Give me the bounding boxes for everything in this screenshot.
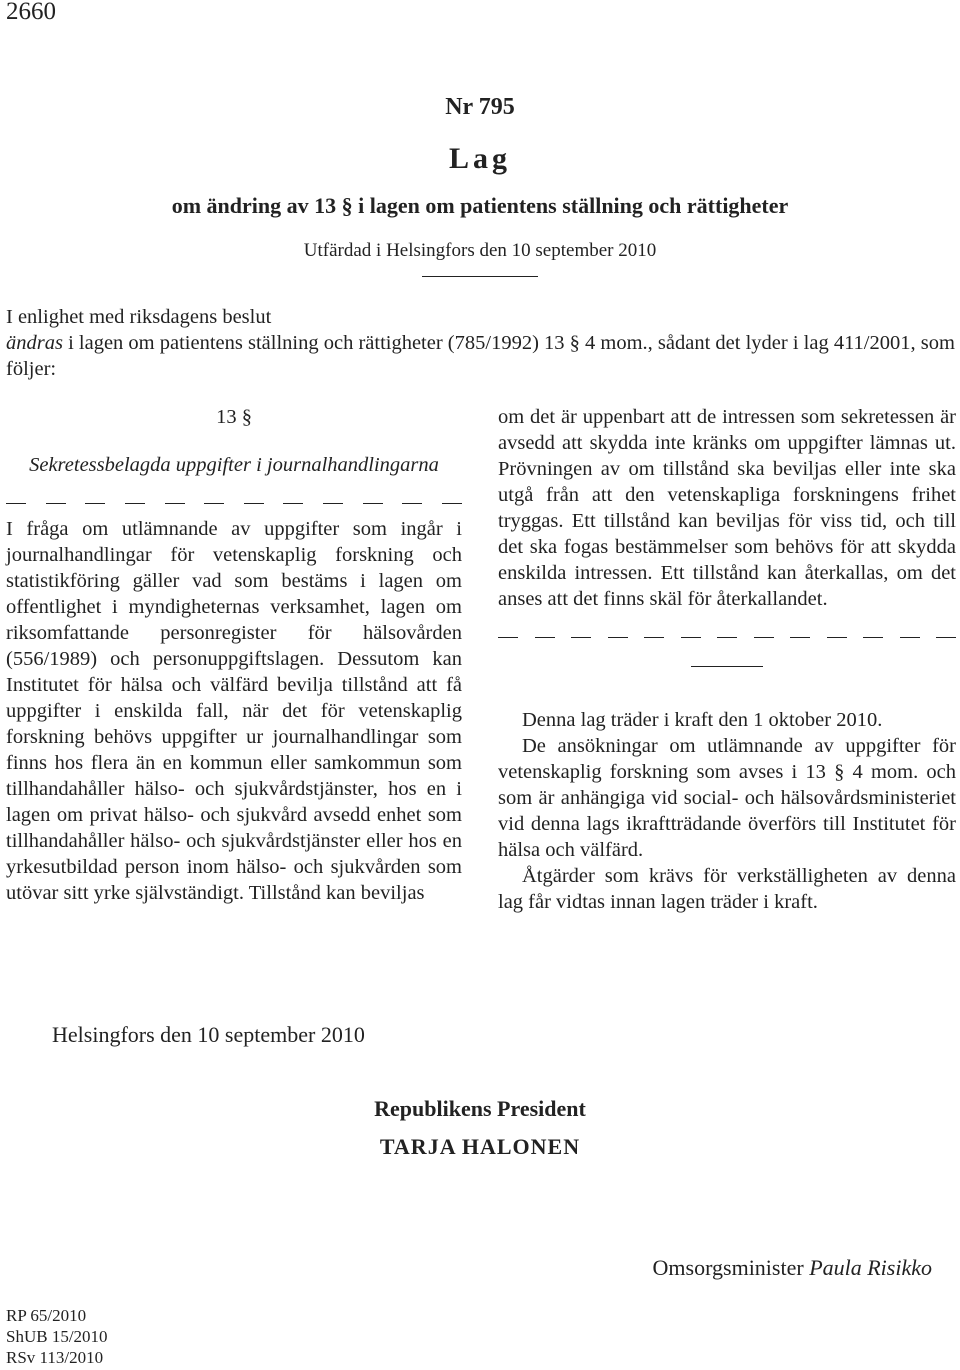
- minister-title: Omsorgsminister: [652, 1255, 804, 1280]
- dash: [165, 503, 185, 504]
- enactment-line2: [6, 330, 956, 382]
- dash: [323, 503, 343, 504]
- dash: [644, 637, 664, 638]
- dash: [717, 637, 737, 638]
- act-title: Lag: [448, 142, 511, 175]
- dash: [863, 637, 883, 638]
- dash: [244, 503, 264, 504]
- act-number-text: Nr 795: [445, 94, 515, 120]
- dash: [754, 637, 774, 638]
- issued-date: Utfärdad i Helsingfors den 10 september 2010: [303, 240, 657, 261]
- president-title: Republikens President: [374, 1096, 586, 1121]
- dash: [402, 503, 422, 504]
- implementation-provision: Åtgärder som krävs för verkställigheten av denna lag får vidtas innan lagen träder i kraft.: [498, 865, 956, 913]
- dash: [608, 637, 628, 638]
- dash: [535, 637, 555, 638]
- omission-dashes: [6, 490, 462, 516]
- minister-signature: [653, 1255, 932, 1281]
- dash: [442, 503, 462, 504]
- dash: [283, 503, 303, 504]
- enactment-line1: I enlighet med riksdagens beslut: [6, 306, 272, 328]
- divider: [422, 276, 538, 277]
- enactment-line2-text: i lagen om patientens ställning och rättigheter (785/1992) 13 § 4 mom., sådant det lyder i lag 411/2001, som följer:: [6, 332, 955, 380]
- dash: [827, 637, 847, 638]
- entry-into-force: Denna lag träder i kraft den 1 oktober 2010.: [522, 709, 883, 731]
- references: [6, 1305, 108, 1368]
- dash: [85, 503, 105, 504]
- dash: [498, 637, 518, 638]
- page-number: 2660: [6, 0, 56, 25]
- act-number: [0, 94, 960, 121]
- place-date: Helsingfors den 10 september 2010: [52, 1022, 365, 1047]
- act-subtitle: om ändring av 13 § i lagen om patientens ställning och rättigheter: [171, 193, 789, 218]
- dash: [46, 503, 66, 504]
- dash: [936, 637, 956, 638]
- dash: [363, 503, 383, 504]
- reference-item: RSv 113/2010: [6, 1348, 104, 1367]
- left-column: [6, 404, 462, 906]
- dash: [790, 637, 810, 638]
- dash: [900, 637, 920, 638]
- omission-dashes: [498, 624, 956, 650]
- dash: [204, 503, 224, 504]
- amend-word: ändras: [6, 332, 63, 354]
- dash: [125, 503, 145, 504]
- right-column: [498, 404, 956, 915]
- section-number: 13 §: [216, 406, 252, 428]
- section-body-right: om det är uppenbart att de intressen som sekretessen är avsedd att skydda inte kränks om uppgifter lämnas ut. Prövningen av om tillstånd ska beviljas eller inte ska utgå från att den vetenskapliga forskningens frihet tryggas. Ett tillstånd kan beviljas för viss tid, och till det ska fogas bestämmelser som behövs för att skydda enskilda intressen. Ett tillstånd kan återkallas, om det anses att det finns skäl för återkallandet.: [498, 406, 956, 610]
- enactment-clause: [6, 304, 956, 382]
- section-body-left: I fråga om utlämnande av uppgifter som ingår i journalhandlingar för vetenskaplig forskning och statistikföring gäller vad som bestäms i lagen om offentlighet i myndigheternas verksamhet, lagen om riksomfattande personregister för hälsovården (556/1989) och personuppgiftslagen. Dessutom kan Institutet för hälsa och välfärd bevilja tillstånd att få uppgifter i enskilda fall, när det för vetenskaplig forskning behövs uppgifter ur journalhandlingar som finns hos flera än en kommun eller samkommun som tillhandahåller hälso- och sjukvårdstjänster, hos en i lagen om privat hälso- och sjukvård avsedd enhet som tillhandahåller hälso- och sjukvårdstjänster eller hos en yrkesutbildad person inom hälso- och sjukvården som utövar sitt yrke självständigt. Tillstånd kan beviljas: [6, 518, 462, 904]
- dash: [571, 637, 591, 638]
- divider: [691, 666, 763, 667]
- president-name: TARJA HALONEN: [379, 1134, 581, 1159]
- section-heading: Sekretessbelagda uppgifter i journalhandlingarna: [29, 454, 439, 476]
- transitional-provision: De ansökningar om utlämnande av uppgifter för vetenskaplig forskning som avses i 13 § 4 mom. och som är anhängiga vid social- och hälsovårdsministeriet vid denna lags ikraftträdande överförs till Institutet för hälsa och välfärd.: [498, 735, 956, 861]
- dash: [681, 637, 701, 638]
- dash: [6, 503, 26, 504]
- minister-name: Paula Risikko: [809, 1255, 932, 1280]
- reference-item: RP 65/2010: [6, 1306, 87, 1325]
- reference-item: ShUB 15/2010: [6, 1327, 108, 1346]
